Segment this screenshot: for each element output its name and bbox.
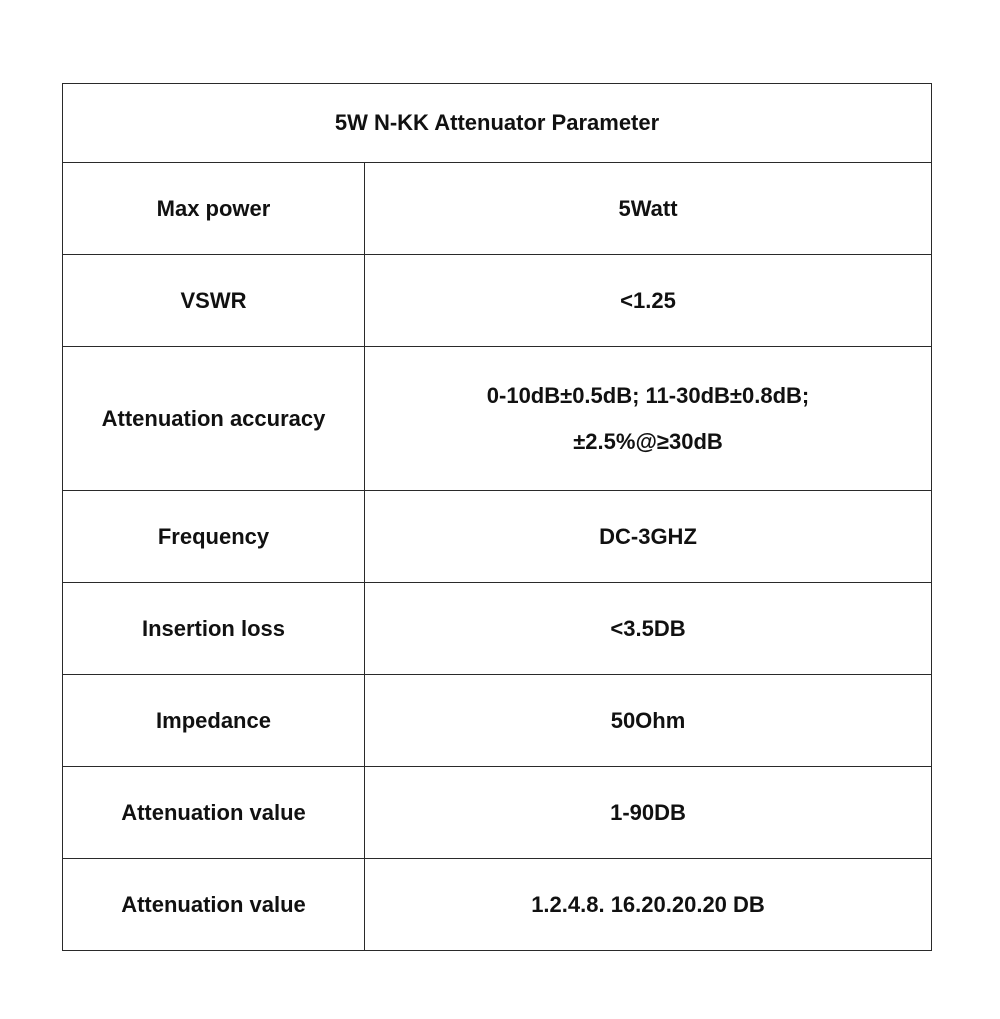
param-label: Attenuation value	[63, 859, 365, 951]
param-value: 50Ohm	[365, 675, 932, 767]
param-value-line: ±2.5%@≥30dB	[573, 428, 723, 454]
table-title: 5W N-KK Attenuator Parameter	[63, 84, 932, 163]
param-value: 5Watt	[365, 163, 932, 255]
table-row-attenuation-value	[63, 767, 932, 859]
param-label: Frequency	[63, 491, 365, 583]
param-value: <1.25	[365, 255, 932, 347]
table-row-vswr	[63, 255, 932, 347]
param-value: DC-3GHZ	[365, 491, 932, 583]
param-label: Attenuation accuracy	[63, 347, 365, 491]
param-label: Impedance	[63, 675, 365, 767]
table-row-attenuation-accuracy	[63, 347, 932, 491]
param-label: Max power	[63, 163, 365, 255]
table-row-insertion-loss	[63, 583, 932, 675]
param-value-line: 0-10dB±0.5dB; 11-30dB±0.8dB;	[486, 382, 810, 408]
param-value	[365, 347, 932, 491]
param-label: Insertion loss	[63, 583, 365, 675]
table-row-attenuation-value-steps	[63, 859, 932, 951]
table-row-impedance	[63, 675, 932, 767]
param-label: VSWR	[63, 255, 365, 347]
param-label: Attenuation value	[63, 767, 365, 859]
attenuator-parameter-table	[62, 83, 932, 951]
table-row-max-power	[63, 163, 932, 255]
table-title-row	[63, 84, 932, 163]
param-value: 1-90DB	[365, 767, 932, 859]
param-value: 1.2.4.8. 16.20.20.20 DB	[365, 859, 932, 951]
table-row-frequency	[63, 491, 932, 583]
param-value: <3.5DB	[365, 583, 932, 675]
